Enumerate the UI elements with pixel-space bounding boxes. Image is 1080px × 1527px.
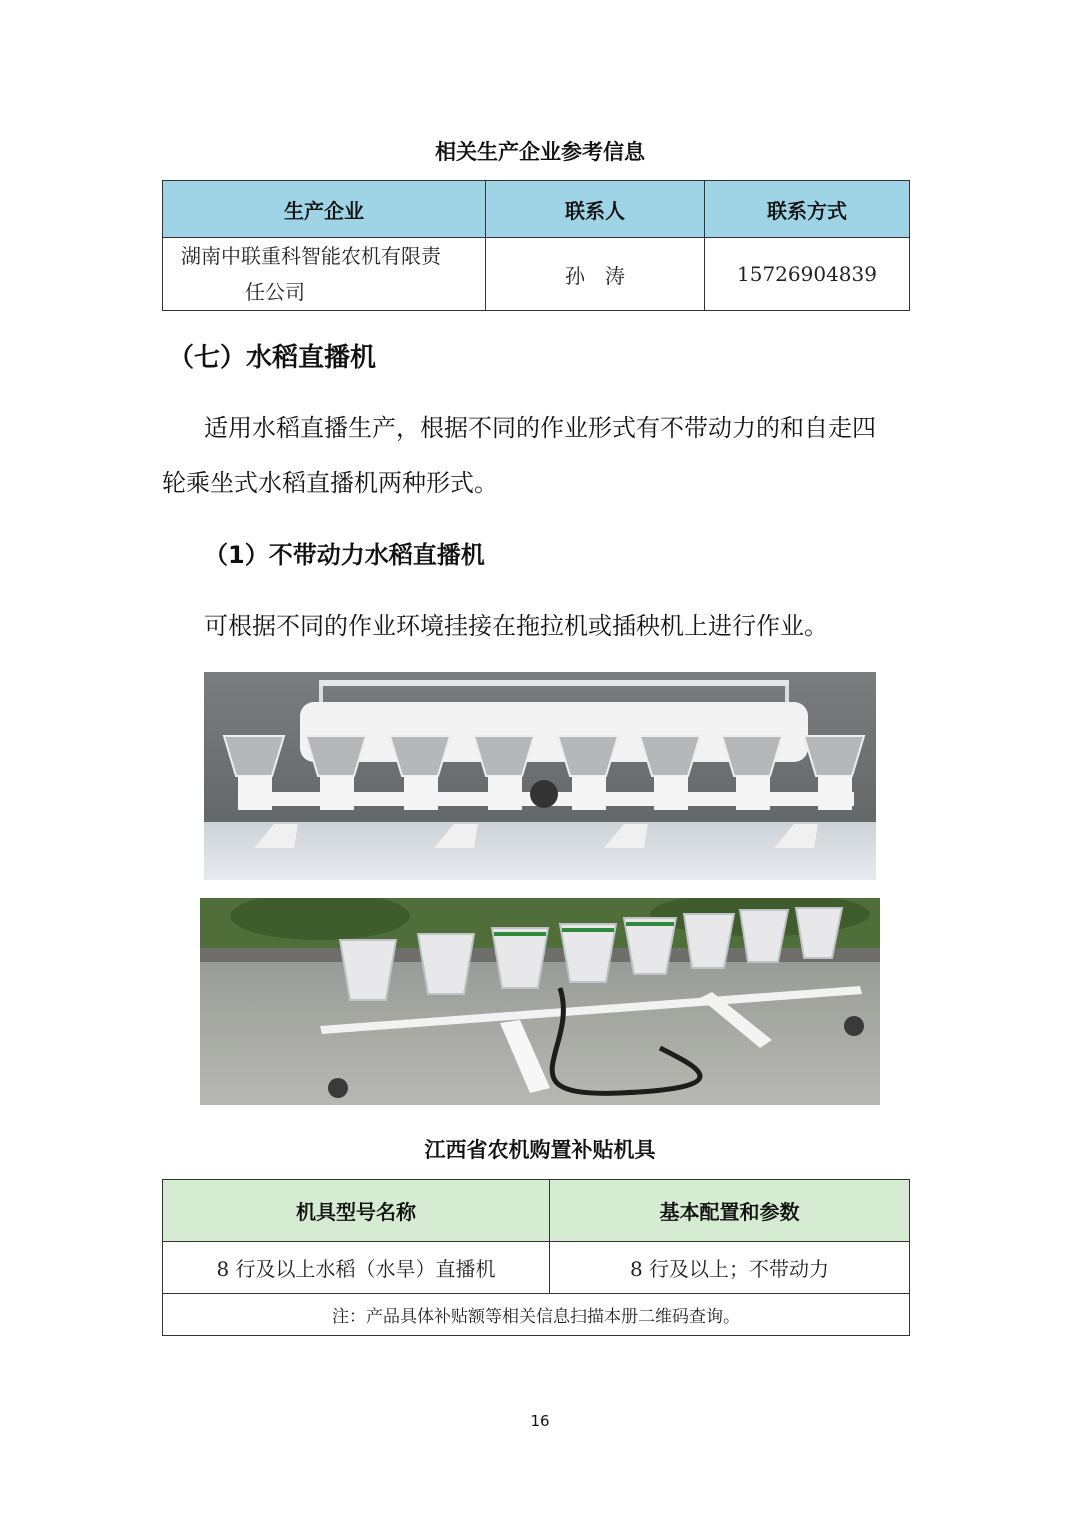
seeder-photo-2 (200, 898, 880, 1105)
intro-line-2: 轮乘坐式水稻直播机两种形式。 (162, 469, 498, 497)
company-name-line2: 任公司 (245, 280, 305, 304)
model-name-cell: 8 行及以上水稻（水旱）直播机 (163, 1242, 550, 1294)
subsidy-table-title: 江西省农机购置补贴机具 (424, 1138, 656, 1162)
sub-text: 可根据不同的作业环境挂接在拖拉机或插秧机上进行作业。 (204, 612, 828, 640)
intro-line-1: 适用水稻直播生产，根据不同的作业形式有不带动力的和自走四 (204, 414, 876, 442)
header-config: 基本配置和参数 (550, 1180, 910, 1242)
subsidy-table (162, 1179, 910, 1336)
header-phone: 联系方式 (705, 181, 910, 238)
header-model-name: 机具型号名称 (163, 1180, 550, 1242)
section-heading: （七）水稻直播机 (168, 343, 377, 373)
seeder-photo-2-graphic (200, 898, 880, 1105)
header-contact: 联系人 (486, 181, 705, 238)
seeder-photo-1 (204, 672, 876, 880)
company-table (162, 180, 910, 311)
subsidy-note: 注：产品具体补贴额等相关信息扫描本册二维码查询。 (163, 1294, 910, 1336)
config-cell: 8 行及以上；不带动力 (550, 1242, 910, 1294)
contact-phone: 15726904839 (705, 238, 910, 311)
seeder-photo-1-graphic (204, 672, 876, 880)
company-name-line1: 湖南中联重科智能农机有限责 (181, 244, 441, 268)
contact-person: 孙 涛 (486, 238, 705, 311)
page-number: 16 (530, 1412, 550, 1430)
header-company: 生产企业 (163, 181, 486, 238)
company-name-cell (163, 238, 486, 311)
company-table-title: 相关生产企业参考信息 (435, 140, 645, 164)
sub-heading: （1）不带动力水稻直播机 (204, 541, 485, 569)
